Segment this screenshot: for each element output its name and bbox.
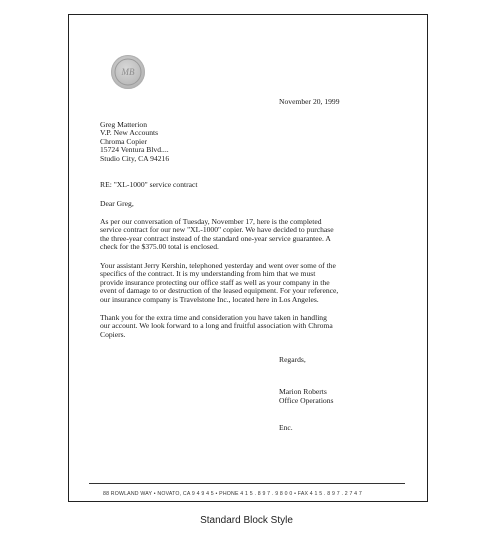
paragraph-line: the three-year contract instead of the standard one-year service guarantee. A (100, 233, 331, 243)
address-line: 15724 Ventura Blvd.... (100, 145, 169, 155)
paragraph-line: specifics of the contract. It is my understanding from him that we must (100, 269, 316, 279)
paragraph-line: check for the $375.00 total is enclosed. (100, 242, 219, 252)
figure-caption: Standard Block Style (200, 515, 293, 526)
body-paragraph-3 (100, 314, 333, 339)
paragraph-line: Copiers. (100, 329, 126, 339)
paragraph-line: service contract for our new "XL-1000" copier. We have decided to purchase (100, 225, 334, 235)
paragraph-line: As per our conversation of Tuesday, November 17, here is the completed (100, 217, 322, 226)
svg-text:MB: MB (121, 67, 135, 77)
body-paragraph-2 (100, 262, 338, 304)
paragraph-line: our insurance company is Travelstone Inc., located here in Los Angeles. (100, 294, 319, 304)
subject-line: RE: "XL-1000" service contract (100, 180, 198, 189)
address-line: Greg Matterion (100, 120, 148, 129)
paragraph-line: our account. We look forward to a long and fruitful association with Chroma (100, 321, 333, 331)
body-paragraph-1 (100, 218, 334, 252)
address-line: Chroma Copier (100, 136, 148, 146)
footer-divider (89, 483, 405, 484)
letterhead-footer: 88 ROWLAND WAY • NOVATO, CA 9 4 9 4 5 • PHONE 4 1 5 . 8 9 7 . 9 8 0 0 • FAX 4 1 5 . 8 9 7 . 2 7 4 7 (103, 491, 362, 497)
enclosure-notation: Enc. (279, 423, 293, 432)
paragraph-line: provide insurance protecting our office staff as well as your company in the (100, 277, 330, 287)
complimentary-closing: Regards, (279, 355, 306, 364)
paragraph-line: Your assistant Jerry Kershin, telephoned yesterday and went over some of the (100, 261, 336, 270)
address-line: Studio City, CA 94216 (100, 153, 170, 163)
letter-page (68, 14, 428, 502)
letter-date: November 20, 1999 (279, 97, 340, 106)
signer-title: Office Operations (279, 396, 334, 405)
address-line: V.P. New Accounts (100, 128, 159, 138)
salutation: Dear Greg, (100, 199, 134, 208)
paragraph-line: event of damage to or destruction of the leased equipment. For your reference, (100, 286, 339, 296)
signer-name: Marion Roberts (279, 387, 327, 396)
inside-address (100, 121, 169, 163)
company-seal-logo (111, 55, 145, 89)
paragraph-line: Thank you for the extra time and consideration you have taken in handling (100, 313, 327, 322)
